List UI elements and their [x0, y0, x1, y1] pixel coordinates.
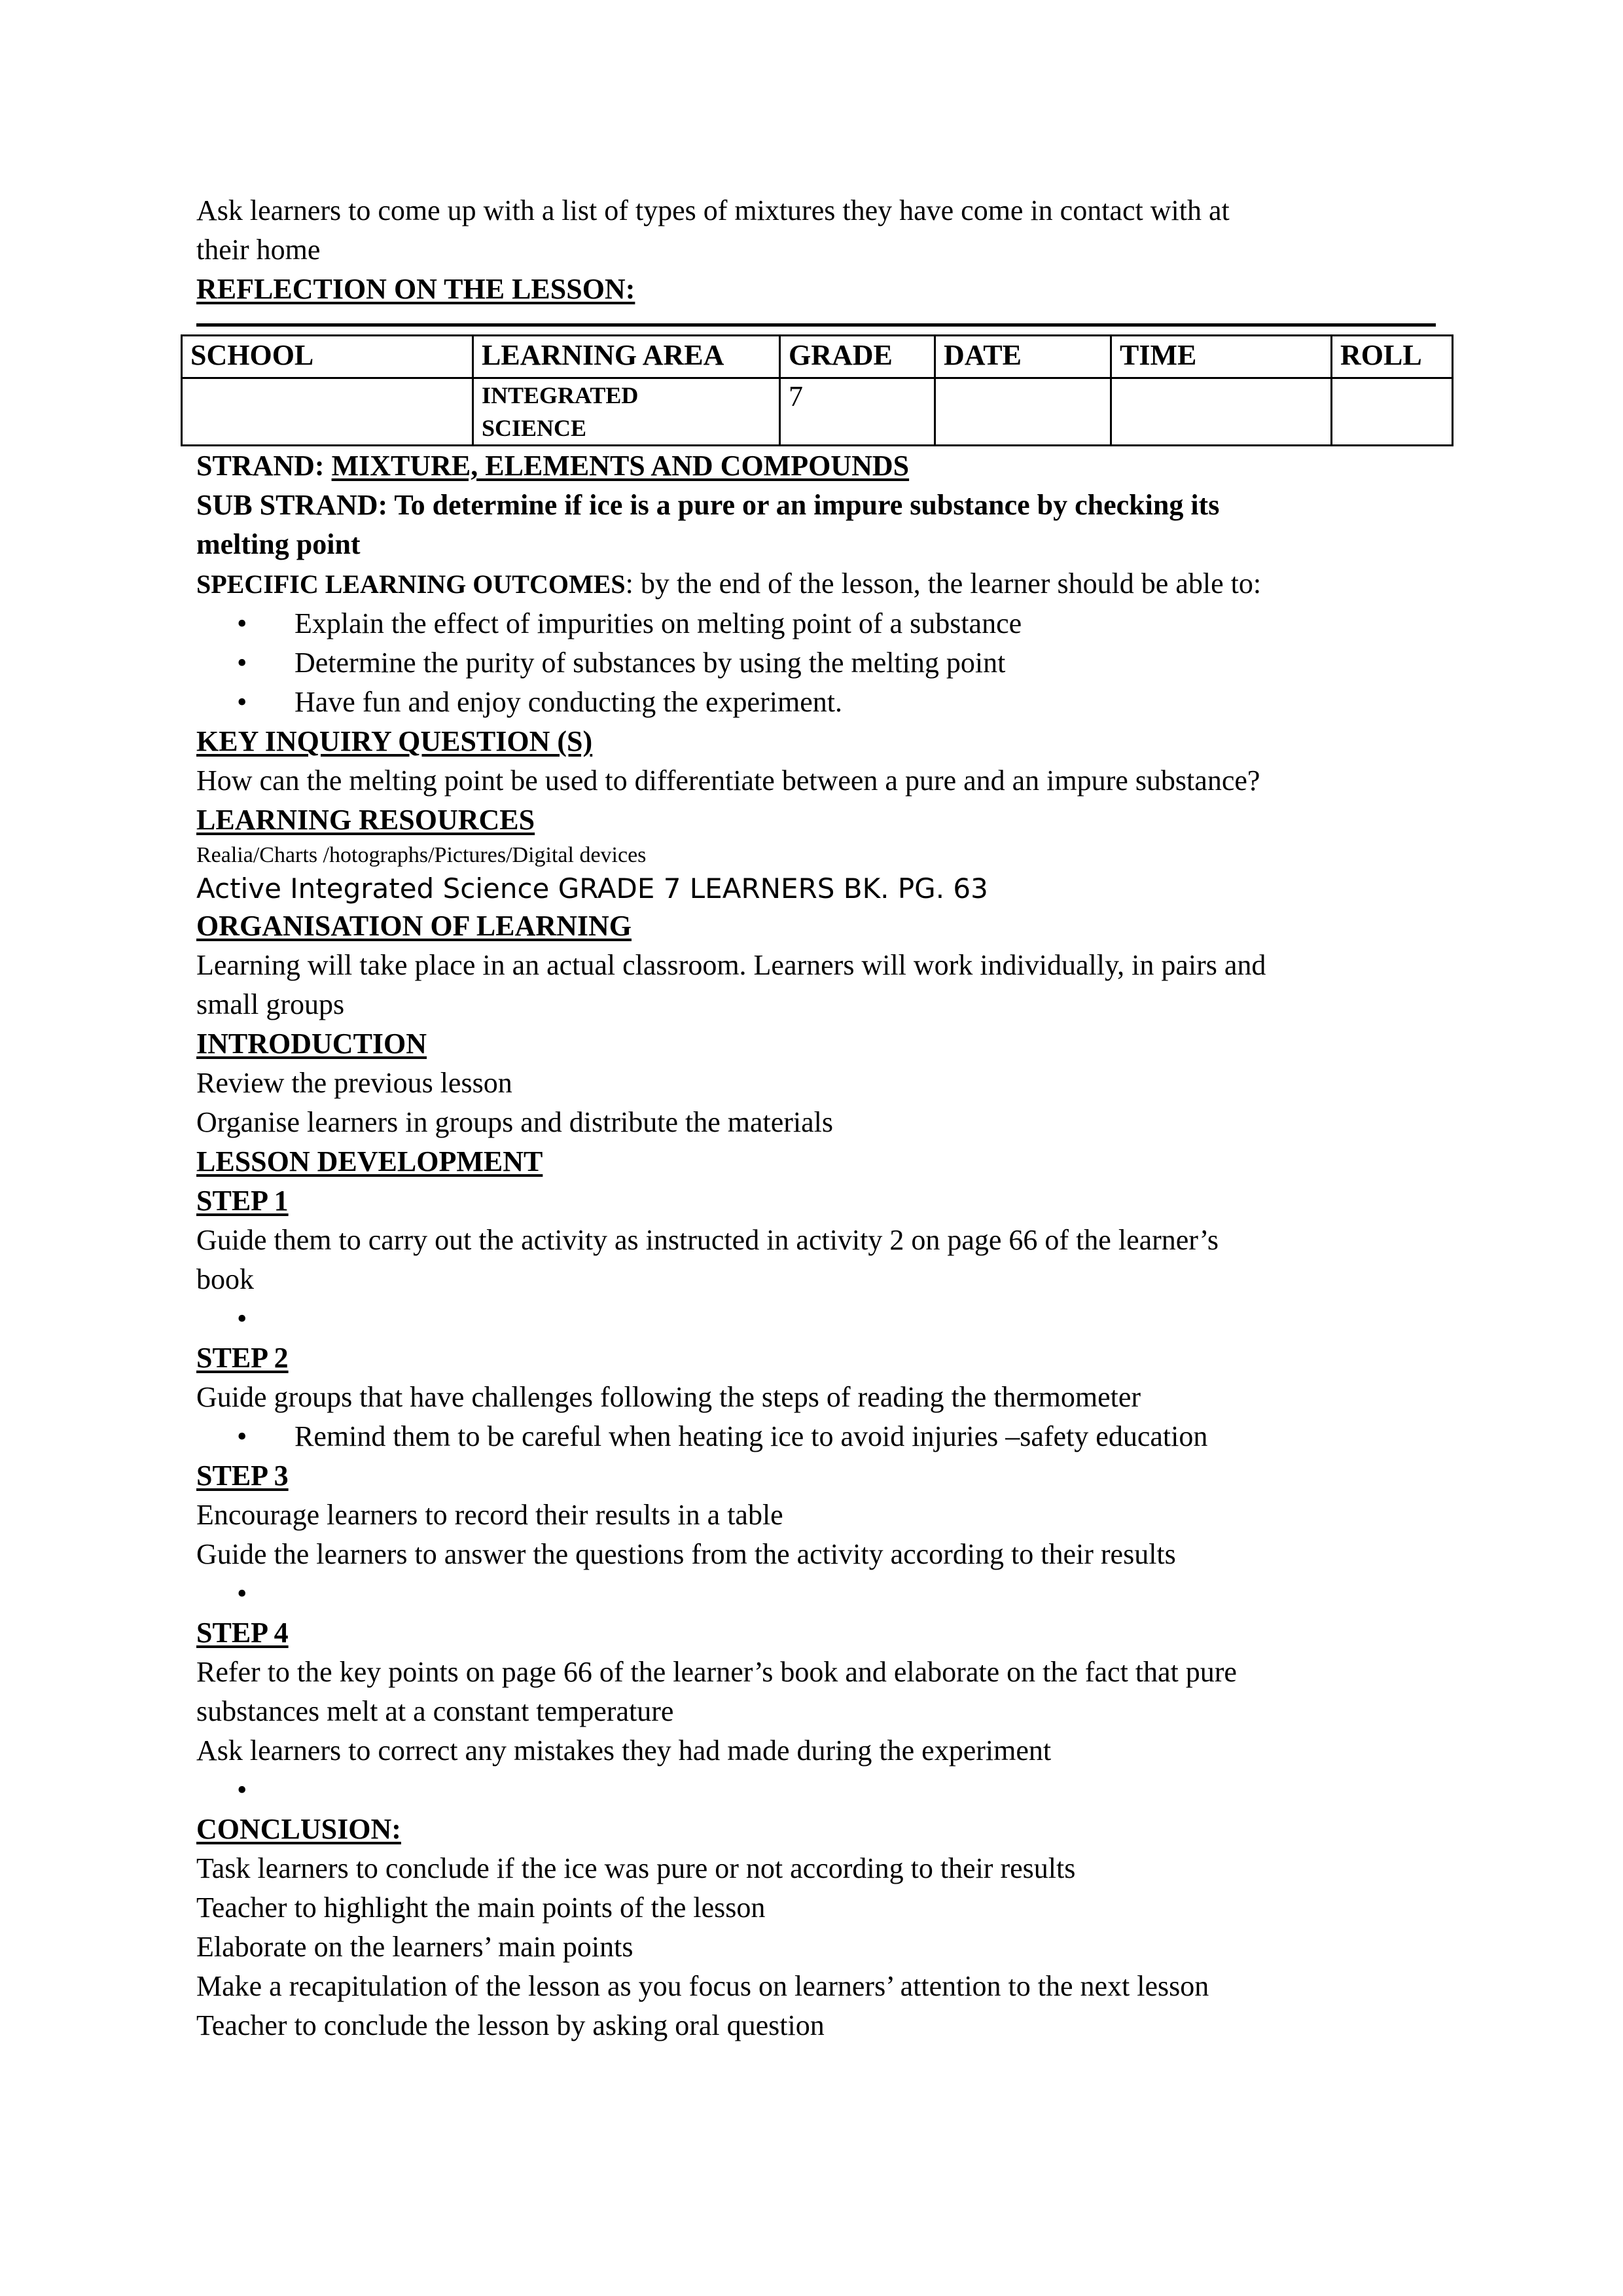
intro-text-line-2: their home — [196, 234, 321, 266]
book-reference: Active Integrated Science GRADE 7 LEARNERS BK. PG. 63 — [196, 872, 988, 905]
cell-school[interactable] — [182, 378, 473, 446]
strand-value: MIXTURE, ELEMENTS AND COMPOUNDS — [331, 450, 910, 482]
cell-date[interactable] — [935, 378, 1111, 446]
conclusion-line: Teacher to conclude the lesson by asking oral question — [196, 2009, 825, 2041]
slo-list — [196, 604, 1440, 722]
slo-item — [237, 643, 1440, 683]
header-school: SCHOOL — [182, 336, 473, 378]
organisation-heading: ORGANISATION OF LEARNING — [196, 910, 632, 942]
meta-table-header-row — [182, 336, 1453, 378]
header-grade: GRADE — [780, 336, 935, 378]
step-3-line-1: Encourage learners to record their results in a table — [196, 1499, 783, 1531]
conclusion-line: Teacher to highlight the main points of the lesson — [196, 1892, 766, 1924]
lesson-plan-page — [190, 191, 1440, 2045]
sub-strand-value-1: To determine if ice is a pure or an impure substance by checking its — [394, 489, 1220, 521]
key-inquiry-question: How can the melting point be used to differentiate between a pure and an impure substance? — [196, 764, 1260, 797]
cell-learning-area[interactable] — [473, 378, 780, 446]
organisation-line-1: Learning will take place in an actual classroom. Learners will work individually, in pairs and — [196, 949, 1266, 981]
slo-intro: : by the end of the lesson, the learner should be able to: — [625, 567, 1262, 600]
header-date: DATE — [935, 336, 1111, 378]
cell-grade[interactable]: 7 — [780, 378, 935, 446]
step-4-empty-bullet — [196, 1770, 1440, 1810]
step-2-line-1: Guide groups that have challenges following the steps of reading the thermometer — [196, 1381, 1141, 1413]
lesson-meta-table — [181, 334, 1454, 446]
bullet-icon: • — [237, 647, 247, 679]
learning-resources-items: Realia/Charts /hotographs/Pictures/Digital devices — [196, 843, 647, 867]
bullet-icon: • — [237, 607, 247, 639]
slo-item — [237, 604, 1440, 643]
intro-text-line-1: Ask learners to come up with a list of types of mixtures they have come in contact with at — [196, 194, 1230, 226]
learning-area-line-2: SCIENCE — [482, 415, 587, 441]
step-2-bullets — [196, 1417, 1440, 1456]
step-3-empty-bullet — [196, 1574, 1440, 1613]
bullet-icon: • — [237, 1774, 247, 1806]
step-4-line-2: substances melt at a constant temperature — [196, 1695, 674, 1727]
introduction-line: Review the previous lesson — [196, 1067, 512, 1099]
key-inquiry-heading: KEY INQUIRY QUESTION (S) — [196, 725, 593, 757]
step-4-title: STEP 4 — [196, 1617, 289, 1649]
step-1-line-1: Guide them to carry out the activity as instructed in activity 2 on page 66 of the learner’s — [196, 1224, 1219, 1256]
conclusion-line: Elaborate on the learners’ main points — [196, 1931, 633, 1963]
slo-line — [196, 564, 1440, 604]
header-roll: ROLL — [1332, 336, 1453, 378]
conclusion-line: Task learners to conclude if the ice was pure or not according to their results — [196, 1852, 1076, 1884]
bullet-icon: • — [237, 1420, 247, 1452]
organisation-line-2: small groups — [196, 988, 345, 1020]
sub-strand-separator: : — [378, 489, 395, 521]
slo-item-text: Have fun and enjoy conducting the experiment. — [294, 686, 842, 718]
step-2-title: STEP 2 — [196, 1342, 289, 1374]
bullet-icon: • — [237, 1302, 247, 1335]
slo-label: SPECIFIC LEARNING OUTCOMES — [196, 569, 626, 599]
header-time: TIME — [1111, 336, 1332, 378]
step-1-empty-bullet — [196, 1299, 1440, 1338]
slo-item — [237, 683, 1440, 722]
step-3-title: STEP 3 — [196, 1460, 289, 1492]
reflection-divider — [196, 323, 1436, 327]
step-3-line-2: Guide the learners to answer the questions from the activity according to their results — [196, 1538, 1176, 1570]
introduction-line: Organise learners in groups and distribute the materials — [196, 1106, 834, 1138]
bullet-icon: • — [237, 1577, 247, 1609]
step-2-bullet-text: Remind them to be careful when heating ice to avoid injuries –safety education — [294, 1420, 1208, 1452]
step-4-line-3: Ask learners to correct any mistakes they had made during the experiment — [196, 1734, 1052, 1767]
step-1-title: STEP 1 — [196, 1185, 289, 1217]
bullet-icon: • — [237, 686, 247, 718]
conclusion-heading: CONCLUSION: — [196, 1813, 401, 1845]
conclusion-line: Make a recapitulation of the lesson as you focus on learners’ attention to the next lesson — [196, 1970, 1209, 2002]
introduction-heading: INTRODUCTION — [196, 1028, 427, 1060]
lesson-development-heading: LESSON DEVELOPMENT — [196, 1145, 543, 1177]
sub-strand-value-2: melting point — [196, 528, 361, 560]
strand-separator: : — [314, 450, 332, 482]
step-2-bullet-item — [237, 1417, 1440, 1456]
strand-line — [196, 446, 1440, 486]
learning-area-line-1: INTEGRATED — [482, 382, 639, 408]
cell-roll[interactable] — [1332, 378, 1453, 446]
learning-resources-heading: LEARNING RESOURCES — [196, 804, 535, 836]
header-learning-area: LEARNING AREA — [473, 336, 780, 378]
strand-label: STRAND — [196, 450, 315, 482]
reflection-heading: REFLECTION ON THE LESSON: — [196, 273, 635, 305]
meta-table-row — [182, 378, 1453, 446]
cell-time[interactable] — [1111, 378, 1332, 446]
slo-item-text: Determine the purity of substances by using the melting point — [294, 647, 1006, 679]
sub-strand-line — [196, 486, 1440, 525]
slo-item-text: Explain the effect of impurities on melting point of a substance — [294, 607, 1022, 639]
step-4-line-1: Refer to the key points on page 66 of the learner’s book and elaborate on the fact that pure — [196, 1656, 1237, 1688]
sub-strand-label: SUB STRAND — [196, 489, 378, 521]
step-1-line-2: book — [196, 1263, 254, 1295]
